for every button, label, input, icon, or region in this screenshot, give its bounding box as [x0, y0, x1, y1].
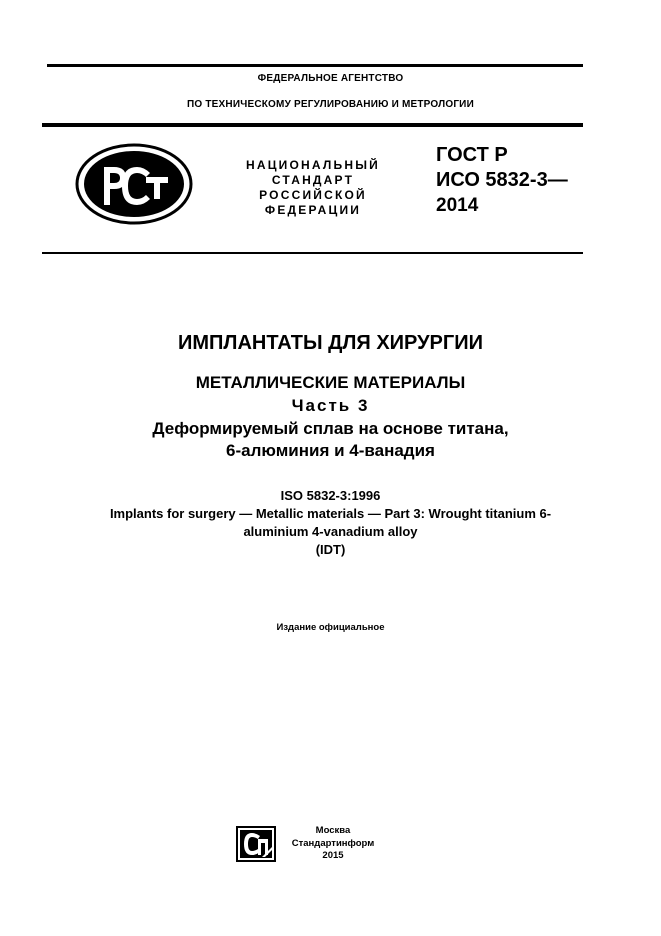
top-rule	[47, 64, 583, 67]
publisher-info	[282, 825, 384, 863]
publisher-city: Москва	[315, 825, 351, 836]
designation-line: ГОСТ Р	[436, 144, 508, 166]
document-subtitle-2: Деформируемый сплав на основе титана,	[152, 419, 509, 438]
iso-title-line-1: Implants for surgery — Metallic materials — Part 3: Wrought titanium 6-	[109, 506, 552, 521]
document-title: ИМПЛАНТАТЫ ДЛЯ ХИРУРГИИ	[178, 332, 483, 354]
agency-line-1: ФЕДЕРАЛЬНОЕ АГЕНТСТВО	[257, 73, 404, 84]
national-standard-line: РОССИЙСКОЙ	[259, 188, 367, 202]
idt-label: (IDT)	[315, 542, 346, 557]
agency-line-2: ПО ТЕХНИЧЕСКОМУ РЕГУЛИРОВАНИЮ И МЕТРОЛОГИИ	[187, 99, 474, 110]
document-subtitle-1: МЕТАЛЛИЧЕСКИЕ МАТЕРИАЛЫ	[195, 373, 466, 392]
national-standard-line: СТАНДАРТ	[271, 173, 355, 187]
iso-reference: ISO 5832-3:1996	[280, 488, 381, 503]
iso-title-line-2: aluminium 4-vanadium alloy	[243, 524, 418, 539]
national-standard-line: НАЦИОНАЛЬНЫЙ	[245, 158, 381, 172]
publisher-name: Стандартинформ	[291, 837, 375, 849]
rst-certification-logo	[74, 143, 194, 225]
header-rule	[42, 123, 583, 127]
designation-rule	[42, 252, 583, 254]
standard-designation	[436, 143, 568, 218]
document-subtitle-3: 6-алюминия и 4-ванадия	[226, 441, 435, 460]
publisher-year: 2015	[322, 850, 344, 861]
designation-line: ИСО 5832-3—	[436, 169, 568, 191]
edition-label: Издание официальное	[276, 622, 385, 633]
designation-line: 2014	[436, 195, 479, 216]
standartinform-logo	[236, 826, 276, 862]
national-standard-line: ФЕДЕРАЦИИ	[264, 203, 362, 217]
national-standard-label	[218, 158, 408, 218]
document-part: Часть 3	[291, 396, 370, 415]
